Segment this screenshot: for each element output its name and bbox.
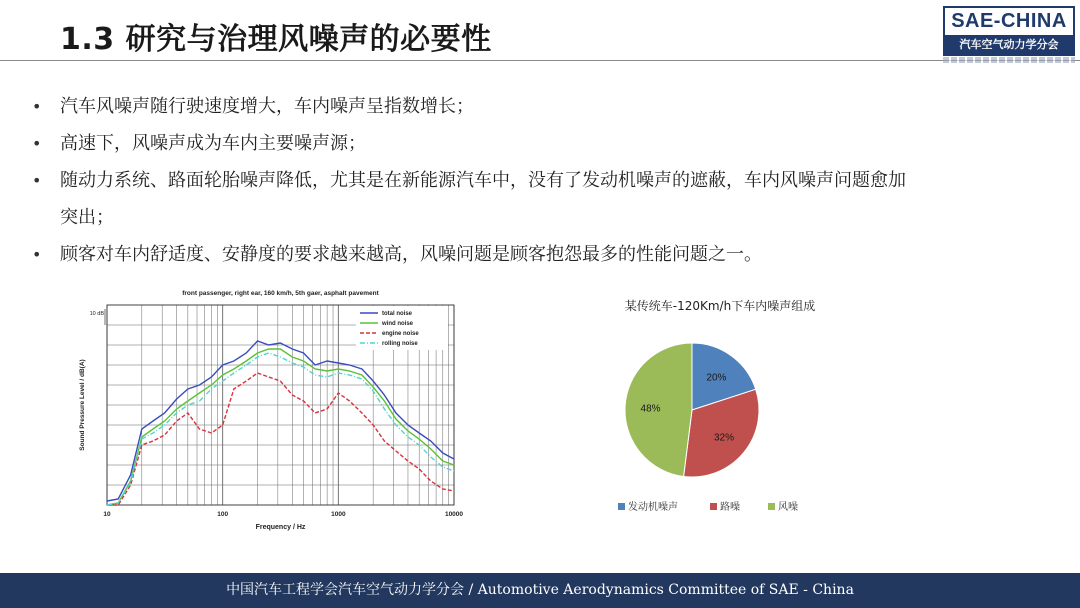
pie-legend-swatch xyxy=(768,503,775,510)
pie-legend-label: 路噪 xyxy=(720,502,740,513)
logo-reflection xyxy=(943,57,1075,63)
pie-title: 某传统车-120Km/h下车内噪声组成 xyxy=(624,299,816,313)
x-tick-label: 1000 xyxy=(331,511,346,518)
pie-legend-label: 发动机噪声 xyxy=(628,502,678,513)
noise-spectrum-chart xyxy=(70,283,470,535)
legend-label: wind noise xyxy=(382,321,414,327)
y-scale-marker-label: 10 dB xyxy=(89,311,104,317)
sae-china-logo xyxy=(943,6,1075,56)
logo-name: SAE-CHINA xyxy=(951,10,1067,32)
pie-legend-swatch xyxy=(710,503,717,510)
pie-data-label: 20% xyxy=(706,372,727,384)
slide-title: 1.3 研究与治理风噪声的必要性 xyxy=(60,22,492,57)
chart-legend xyxy=(356,306,448,350)
bullet-item: • 汽车风噪声随行驶速度增大，车内噪声呈指数增长； xyxy=(30,88,910,125)
series-line-wind-noise xyxy=(107,349,454,505)
title-divider xyxy=(0,60,1080,61)
footer-bar: 中国汽车工程学会汽车空气动力学分会 / Automotive Aerodynamics Committee of SAE - China xyxy=(0,573,1080,608)
bullet-item: • 高速下，风噪声成为车内主要噪声源； xyxy=(30,125,910,162)
pie-legend-label: 风噪 xyxy=(778,502,798,513)
legend-label: engine noise xyxy=(382,331,419,337)
noise-composition-pie-chart xyxy=(570,290,870,530)
legend-label: total noise xyxy=(382,311,413,317)
series-line-rolling-noise xyxy=(107,353,454,505)
y-axis-label: Sound Pressure Level / dB(A) xyxy=(79,359,86,451)
pie-legend xyxy=(618,500,798,513)
bullet-list xyxy=(30,88,910,273)
pie-legend-swatch xyxy=(618,503,625,510)
pie-data-label: 48% xyxy=(640,403,661,415)
bullet-item: • 顾客对车内舒适度、安静度的要求越来越高，风噪问题是顾客抱怨最多的性能问题之一。 xyxy=(30,236,910,273)
chart-title: front passenger, right ear, 160 km/h, 5th gaer, asphalt pavement xyxy=(182,290,379,297)
x-tick-label: 10 xyxy=(103,511,111,518)
logo-subtitle: 汽车空气动力学分会 xyxy=(945,35,1073,54)
legend-label: rolling noise xyxy=(382,341,418,347)
bullet-item: • 随动力系统、路面轮胎噪声降低，尤其是在新能源汽车中，没有了发动机噪声的遮蔽，车内风噪声问题愈加突出； xyxy=(30,162,910,236)
x-tick-label: 10000 xyxy=(444,511,464,518)
x-axis-label: Frequency / Hz xyxy=(255,524,306,531)
x-tick-label: 100 xyxy=(217,511,229,518)
pie-data-label: 32% xyxy=(713,432,735,444)
